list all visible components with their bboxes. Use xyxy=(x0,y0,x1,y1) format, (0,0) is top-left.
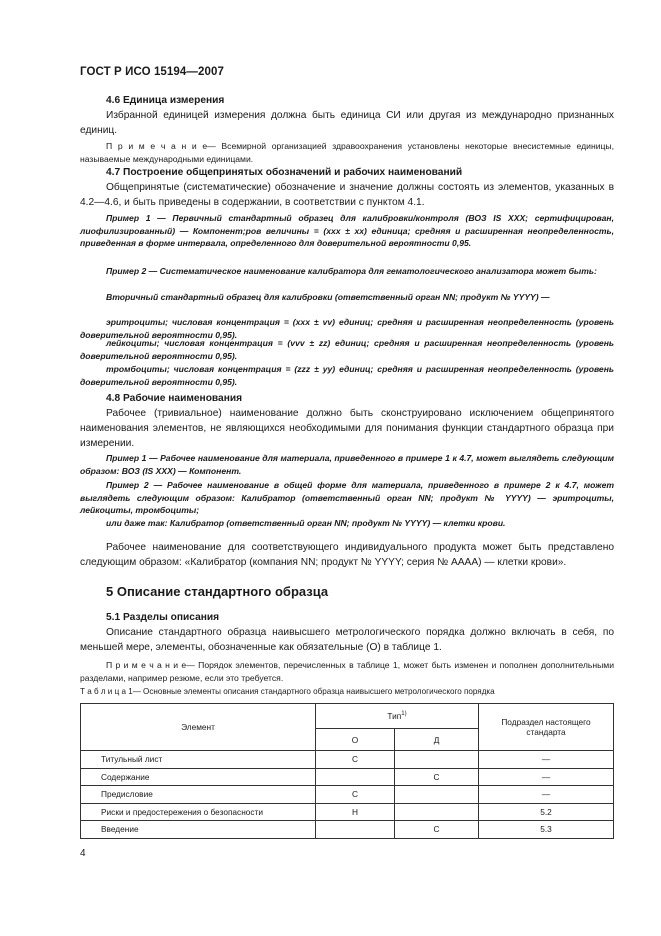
row-o xyxy=(316,821,395,839)
header-type-footnote: 1) xyxy=(401,711,407,718)
section-4-8-text: Рабочее (тривиальное) наименование должно быть сконструировано исключением общепринятого наименования элементов, не являющихся необходимыми для понимания функции стандартного образца при измерении. xyxy=(80,408,614,449)
row-d xyxy=(395,751,479,769)
row-o: Н xyxy=(316,803,395,821)
section-4-7-example-2-intro: Пример 2 — Систематическое наименование калибратора для гематологического анализатора может быть: xyxy=(106,266,597,276)
row-subsection: 5.3 xyxy=(479,821,614,839)
header-o: О xyxy=(316,729,395,751)
row-o xyxy=(316,768,395,786)
table-row xyxy=(81,786,614,804)
table-row xyxy=(81,803,614,821)
note-text: — Всемирной организацией здравоохранения установлены некоторые внесистемные единицы, называемые международными единицами. xyxy=(80,141,615,164)
table-caption xyxy=(80,687,614,696)
section-4-6-text: Избранной единицей измерения должна быть единица СИ или другая из международно признанных единиц. xyxy=(80,110,614,136)
row-d xyxy=(395,803,479,821)
row-element: Содержание xyxy=(81,768,316,786)
row-subsection: — xyxy=(479,768,614,786)
header-d: Д xyxy=(395,729,479,751)
row-d: С xyxy=(395,768,479,786)
page-number: 4 xyxy=(80,848,86,859)
header-subsection: Подраздел настоящего стандарта xyxy=(479,704,614,751)
section-4-7-example-2-platelets: тромбоциты; числовая концентрация = (zzz ± yy) единиц; средняя и расширенная неопределенность (уровень доверительной вероятности 0,95). xyxy=(80,364,614,387)
row-o: С xyxy=(316,786,395,804)
document-header: ГОСТ Р ИСО 15194—2007 xyxy=(80,66,225,78)
row-subsection: 5.2 xyxy=(479,803,614,821)
note-text: — Порядок элементов, перечисленных в таблице 1, может быть изменен и пополнен дополнительными разделами, например резюме, если это требуется. xyxy=(80,660,615,683)
table-header-row xyxy=(81,704,614,729)
section-5-1-heading: 5.1 Разделы описания xyxy=(106,612,220,623)
header-type-label: Тип xyxy=(387,711,402,721)
section-4-8-example-2-alt: или даже так: Калибратор (ответственный орган NN; продукт № YYYY) — клетки крови. xyxy=(106,518,506,528)
table-row xyxy=(81,768,614,786)
row-element: Введение xyxy=(81,821,316,839)
section-4-7-example-2-erythrocytes: эритроциты; числовая концентрация = (xxx ± vv) единиц; средняя и расширенная неопределенность (уровень доверительной вероятности 0,95). xyxy=(80,317,614,340)
row-d xyxy=(395,786,479,804)
section-4-8-heading: 4.8 Рабочие наименования xyxy=(106,393,243,404)
section-4-7-text: Общепринятые (систематические) обозначение и значение должны состоять из элементов, указанных в 4.2—4.6, и быть приведены в содержании, в соответствии с пунктом 4.1. xyxy=(80,182,614,208)
section-4-6-note xyxy=(80,140,614,166)
section-4-7-example-2-leukocytes: лейкоциты; числовая концентрация = (vvv ± zz) единиц; средняя и расширенная неопределенность (уровень доверительной вероятности 0,95). xyxy=(80,338,614,361)
section-4-8-example-2: Пример 2 — Рабочее наименование в общей форме для материала, приведенного в примере 2 к 4.7, может выглядеть следующим образом: Калибратор (ответственный орган NN; продукт № YYYY) — эритроциты, лейкоциты, тромбоциты; xyxy=(80,480,614,516)
section-4-7-heading: 4.7 Построение общепринятых обозначений и рабочих наименований xyxy=(106,167,463,178)
section-5-heading: 5 Описание стандартного образца xyxy=(106,584,329,599)
row-element: Риски и предостережения о безопасности xyxy=(81,803,316,821)
table-1 xyxy=(80,703,614,839)
header-type xyxy=(316,704,479,729)
section-4-8-example-1: Пример 1 — Рабочее наименование для материала, приведенного в примере 1 к 4.7, может выглядеть следующим образом: ВОЗ (IS XXX) — Компонент. xyxy=(80,453,614,476)
header-element: Элемент xyxy=(81,704,316,751)
table-caption-label: Т а б л и ц а 1 xyxy=(80,687,133,696)
row-o: С xyxy=(316,751,395,769)
table-caption-text: — Основные элементы описания стандартного образца наивысшего метрологического порядка xyxy=(132,687,495,696)
section-4-7-example-2-line: Вторичный стандартный образец для калибровки (ответственный орган NN; продукт № YYYY) — xyxy=(106,292,550,302)
section-4-7-example-1: Пример 1 — Первичный стандартный образец для калибровки/контроля (ВОЗ IS XXX; сертифицирован, лиофилизированный) — Компонент;ров величины = (xxx ± xx) единица; средняя и расширенная неопределенность, приведенная в форме интервала, определенного для доверительной вероятности 0,95. xyxy=(80,213,614,249)
section-5-1-note xyxy=(80,659,614,685)
row-element: Титульный лист xyxy=(81,751,316,769)
row-subsection: — xyxy=(479,786,614,804)
section-4-6-heading: 4.6 Единица измерения xyxy=(106,95,225,106)
row-d: С xyxy=(395,821,479,839)
table-row xyxy=(81,821,614,839)
row-element: Предисловие xyxy=(81,786,316,804)
section-4-8-text-2: Рабочее наименование для соответствующего индивидуального продукта может быть представлено следующим образом: «Калибратор (компания NN; продукт № YYYY; серия № АААА) — клетки крови». xyxy=(80,542,614,568)
note-label: П р и м е ч а н и е xyxy=(106,141,208,151)
note-label: П р и м е ч а н и е xyxy=(106,660,187,670)
table-row xyxy=(81,751,614,769)
row-subsection: — xyxy=(479,751,614,769)
section-5-1-text: Описание стандартного образца наивысшего метрологического порядка должно включать в себя, по меньшей мере, элементы, обозначенные как обязательные (О) в таблице 1. xyxy=(80,627,614,653)
